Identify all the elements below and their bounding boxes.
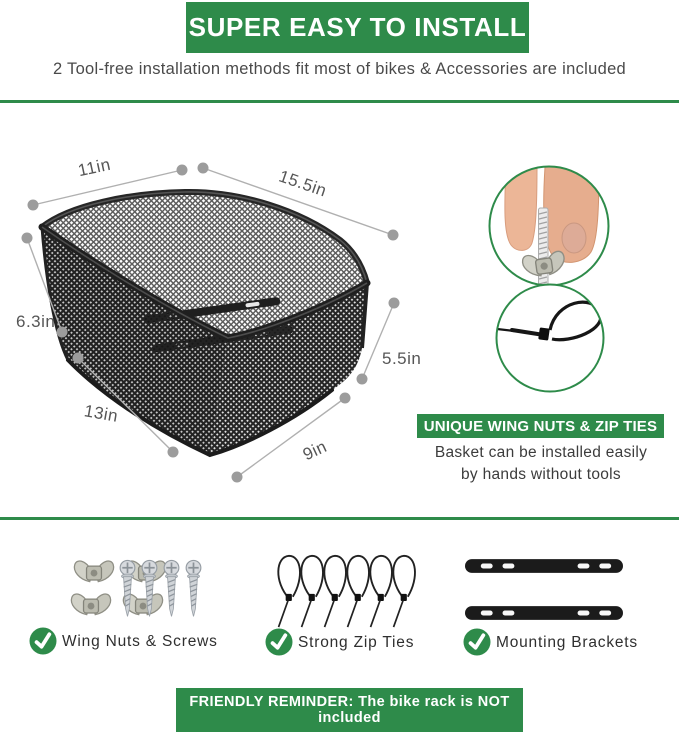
dim-label-front-height: 5.5in bbox=[382, 349, 422, 368]
feature-description-line1: Basket can be installed easily bbox=[434, 444, 648, 461]
subtitle-text: 2 Tool-free installation methods fit most of bikes & Accessories are included bbox=[52, 60, 627, 78]
divider-line-bottom bbox=[0, 517, 679, 520]
thumb-nail bbox=[562, 223, 586, 253]
dim-label-top-width: 11in bbox=[76, 154, 113, 181]
zip-tie-photo bbox=[497, 285, 604, 392]
dim-label-bottom-length: 13in bbox=[82, 401, 120, 426]
dim-label-bottom-width: 9in bbox=[299, 436, 330, 465]
item-label-mounting-brackets: Mounting Brackets bbox=[496, 634, 638, 651]
zip-ties-group bbox=[278, 556, 415, 627]
feature-badge-text: UNIQUE WING NUTS & ZIP TIES bbox=[423, 417, 658, 435]
check-icon bbox=[266, 629, 293, 656]
item-label-wing-nuts-screws: Wing Nuts & Screws bbox=[62, 633, 218, 650]
title-text: SUPER EASY TO INSTALL bbox=[188, 12, 527, 42]
feature-description-line2: by hands without tools bbox=[461, 466, 621, 483]
brackets-group bbox=[465, 559, 623, 620]
reminder-banner bbox=[176, 688, 523, 732]
check-icon bbox=[30, 628, 57, 655]
dim-label-back-height: 6.3in bbox=[16, 312, 56, 331]
dim-label-top-length: 15.5in bbox=[276, 166, 330, 201]
check-icon bbox=[464, 629, 491, 656]
wing-nut-photo bbox=[490, 167, 609, 289]
reminder-text: FRIENDLY REMINDER: The bike rack is NOT included bbox=[189, 694, 510, 726]
item-label-zip-ties: Strong Zip Ties bbox=[298, 634, 415, 651]
feature-badge bbox=[417, 414, 664, 438]
index-finger bbox=[505, 167, 537, 250]
